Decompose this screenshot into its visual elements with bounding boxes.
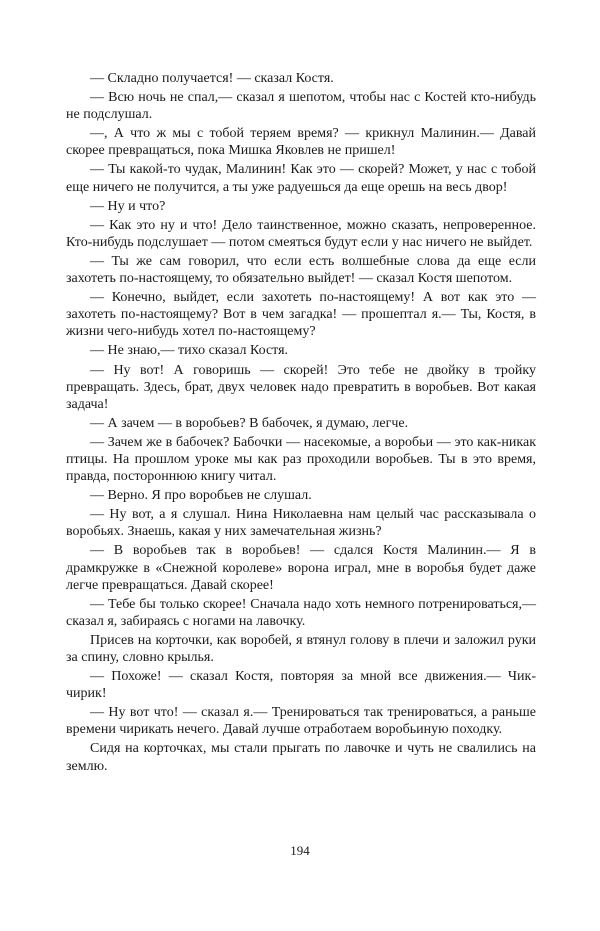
paragraph: — Верно. Я про воробьев не слушал.	[90, 488, 312, 504]
page-number: 194	[290, 843, 310, 858]
paragraph: — Ну вот, а я слушал. Нина Николаевна нам целый час рассказывала о воробьях. Знаешь, какая у них замечательная жизнь?	[66, 507, 536, 540]
paragraph: —, А что ж мы с тобой теряем время? — крикнул Малинин.— Давай скорее превращаться, пока Мишка Яковлев не пришел!	[66, 126, 536, 159]
paragraph: — Ну и что?	[90, 198, 166, 214]
paragraph: — В воробьев так в воробьев! — сдался Костя Малинин.— Я в драмкружке в «Снежной королеве» ворона играл, мне в воробья будет даже легче превращаться. Давай скорее!	[66, 543, 536, 593]
paragraph: — Ты какой-то чудак, Малинин! Как это — скорей? Может, у нас с тобой еще ничего не получится, а ты уже радуешься да еще орешь на весь двор!	[66, 162, 536, 195]
paragraph: — Тебе бы только скорее! Сначала надо хоть немного потренироваться,— сказал я, забираясь с ногами на лавочку.	[66, 596, 536, 629]
paragraph: — Конечно, выйдет, если захотеть по-настоящему! А вот как это — захотеть по-настоящему? Вот в чем загадка! — прошептал я.— Ты, Костя, в жизни чего-нибудь хотел по-настоящему?	[66, 290, 536, 340]
page-body	[66, 70, 536, 777]
paragraph: — Ты же сам говорил, что если есть волшебные слова да еще если захотеть по-настоящему, то обязательно выйдет! — сказал Костя шепотом.	[66, 253, 536, 287]
paragraph: — Зачем же в бабочек? Бабочки — насекомые, а воробьи — это как-никак птицы. На прошлом уроке мы как раз проходили воробьев. Ты в это время, правда, постороннюю книгу читал.	[66, 434, 536, 485]
paragraph: — Как это ну и что! Дело таинственное, можно сказать, непроверенное. Кто-нибудь подслушает — потом смеяться будут если у нас ничего не выйдет.	[66, 217, 536, 250]
paragraph: — Похоже! — сказал Костя, повторяя за мной все движения.— Чик-чирик!	[66, 669, 536, 702]
paragraph: — Ну вот что! — сказал я.— Тренироваться так тренироваться, а раньше времени чирикать нечего. Давай лучше отработаем воробьиную походку.	[66, 705, 536, 738]
paragraph: — А зачем — в воробьев? В бабочек, я думаю, легче.	[90, 415, 409, 431]
paragraph: Сидя на корточках, мы стали прыгать по лавочке и чуть не свалились на землю.	[66, 741, 536, 774]
paragraph: — Складно получается! — сказал Костя.	[90, 71, 334, 86]
paragraph: — Не знаю,— тихо сказал Костя.	[90, 343, 289, 359]
paragraph: — Всю ночь не спал,— сказал я шепотом, чтобы нас с Костей кто-нибудь не подслушал.	[66, 90, 536, 123]
paragraph: — Ну вот! А говоришь — скорей! Это тебе не двойку в тройку превращать. Здесь, брат, двух человек надо превратить в воробьев. Вот какая задача!	[66, 362, 536, 412]
paragraph: Присев на корточки, как воробей, я втянул голову в плечи и заложил руки за спину, словно крылья.	[66, 632, 536, 665]
